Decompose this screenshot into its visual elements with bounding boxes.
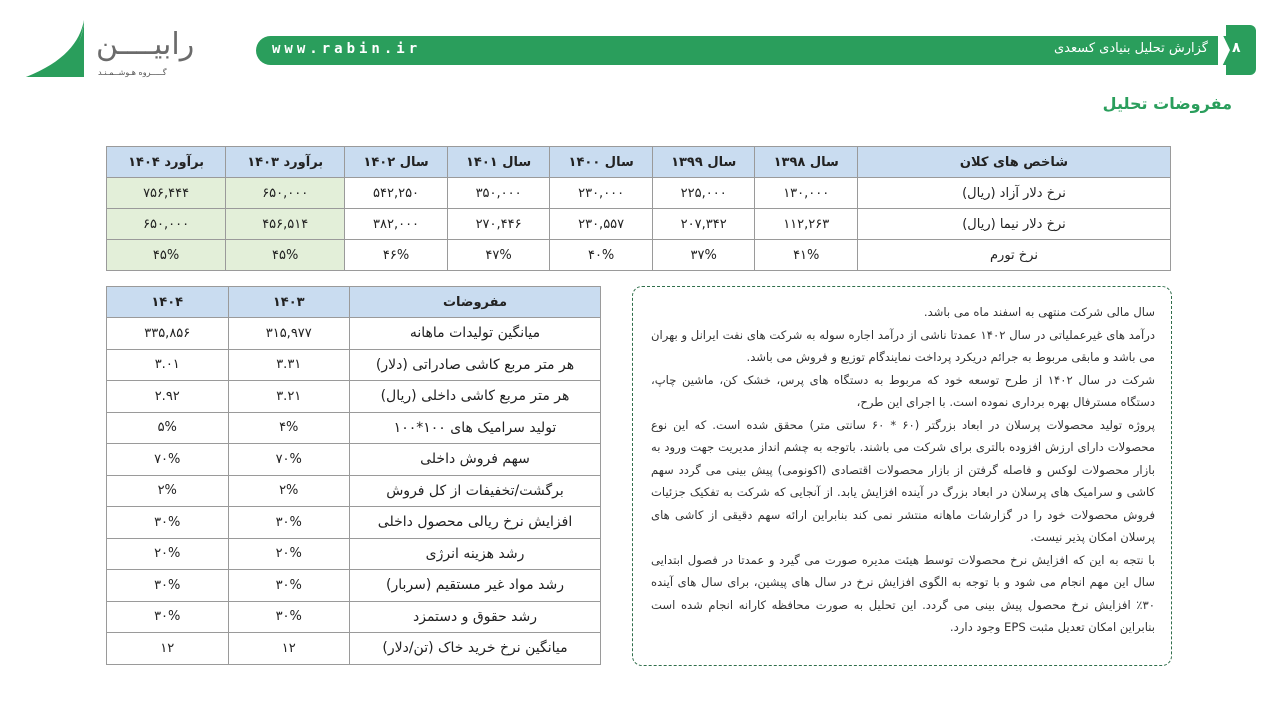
column-header: سال ۱۳۹۹ [652, 147, 755, 178]
column-header: برآورد ۱۴۰۳ [226, 147, 345, 178]
column-header: سال ۱۴۰۱ [447, 147, 550, 178]
table-row [107, 601, 601, 633]
table-cell: ۷۰% [228, 444, 350, 476]
column-header: ۱۴۰۴ [107, 287, 229, 318]
column-header: برآورد ۱۴۰۴ [107, 147, 226, 178]
table-cell: ۳۰% [107, 601, 229, 633]
table-cell: ۲۷۰,۴۴۶ [447, 209, 550, 240]
table-cell-estimate: ۷۵۶,۴۴۴ [107, 178, 226, 209]
table-cell-estimate: ۶۵۰,۰۰۰ [226, 178, 345, 209]
table-cell: ۱۱۲,۲۶۳ [755, 209, 858, 240]
table-row [107, 444, 601, 476]
table-cell: ۴۰% [550, 240, 653, 271]
table-row [107, 178, 1171, 209]
table-cell: ۳۰% [228, 601, 350, 633]
table-cell: ۴۷% [447, 240, 550, 271]
note-paragraph: با نتجه به این که افزایش نرخ محصولات توسط هیئت مدیره صورت می گیرد و عمدتا در فصول ابتدایی سال این مهم انجام می شود و با توجه به الگوی افزایش نرخ در سال های پیشین، برای سال های آینده ۳۰٪ افزایش نرخ محصول پیش بینی می گردد. این تحلیل به صورت محافظه کارانه انجام شده است بنابراین امکان تعدیل مثبت EPS وجود دارد. [651, 552, 1155, 634]
row-label: افزایش نرخ ریالی محصول داخلی [350, 507, 601, 539]
table-cell: ۲۳۰,۵۵۷ [550, 209, 653, 240]
table-row [107, 570, 601, 602]
macro-indicators-table [106, 146, 1171, 271]
table-row [107, 633, 601, 665]
row-label: برگشت/تخفیفات از کل فروش [350, 475, 601, 507]
note-paragraph: درآمد های غیرعملیاتی در سال ۱۴۰۲ عمدتا ناشی از درآمد اجاره سوله به شرکت های نفت ایرانل و بهران می باشد و مابقی مربوط به جرائم دریکرد پرداخت نمایندگام توزیع و فروش می باشد. [651, 327, 1155, 364]
table-cell: ۴۶% [345, 240, 448, 271]
table-cell: ۱۲ [228, 633, 350, 665]
website-url[interactable]: www.rabin.ir [272, 41, 422, 57]
table-cell: ۳۳۵,۸۵۶ [107, 318, 229, 350]
row-label: تولید سرامیک های ۱۰۰*۱۰۰ [350, 412, 601, 444]
table-cell: ۳۸۲,۰۰۰ [345, 209, 448, 240]
table-cell: ۲% [228, 475, 350, 507]
table-cell: ۳۱۵,۹۷۷ [228, 318, 350, 350]
table-cell: ۳.۲۱ [228, 381, 350, 413]
brand-tagline: گـــــروه هـوشــمـنـد [98, 68, 167, 77]
page-number-tab [1226, 25, 1256, 75]
note-paragraph: پروژه تولید محصولات پرسلان در ابعاد بزرگتر (۶۰ * ۶۰ سانتی متر) محقق شده است. که این نوع محصولات دارای ارزش افزوده بالتری برای شرکت می باشند. باتوجه به چشم انداز مدیریت جهت ورود به بازار محصولات لوکس و فاصله گرفتن از بازار محصولات اقتصادی (اکونومی) پیش بینی می گردد سهم کاشی و سرامیک های پرسلان در ابعاد بزرگ در آینده افزایش یابد. از آنجایی که شرکت به تفکیک جزئیات فروش محصولات خود را در گزارشات ماهانه منتشر نمی کند بنابراین ارائه سهم دقیقی از کاشی های پرسلان امکان پذیر نیست. [651, 417, 1156, 544]
table-cell: ۳۰% [107, 570, 229, 602]
table-row [107, 209, 1171, 240]
table-cell: ۲۰۷,۳۴۲ [652, 209, 755, 240]
table-cell: ۳۰% [228, 507, 350, 539]
table-cell: ۴% [228, 412, 350, 444]
table-cell: ۳.۳۱ [228, 349, 350, 381]
column-header: مفروضات [350, 287, 601, 318]
table-cell: ۲.۹۲ [107, 381, 229, 413]
table-row [107, 538, 601, 570]
table-cell-estimate: ۴۵% [107, 240, 226, 271]
table-cell: ۳۰% [107, 507, 229, 539]
column-header: سال ۱۳۹۸ [755, 147, 858, 178]
column-header: سال ۱۴۰۰ [550, 147, 653, 178]
row-label: نرخ دلار نیما (ریال) [858, 209, 1171, 240]
report-title: گزارش تحلیل بنیادی کسعدی [1053, 41, 1208, 56]
table-cell-estimate: ۶۵۰,۰۰۰ [107, 209, 226, 240]
table-cell: ۲۳۰,۰۰۰ [550, 178, 653, 209]
table-row [107, 412, 601, 444]
table-row [107, 318, 601, 350]
table-cell: ۵۴۲,۲۵۰ [345, 178, 448, 209]
table-cell: ۱۳۰,۰۰۰ [755, 178, 858, 209]
note-paragraph: سال مالی شرکت منتهی به اسفند ماه می باشد. [923, 305, 1155, 319]
page-number: ۸ [1232, 40, 1241, 56]
table-cell-estimate: ۴۵۶,۵۱۴ [226, 209, 345, 240]
row-label: هر متر مربع کاشی صادراتی (دلار) [350, 349, 601, 381]
column-header: ۱۴۰۳ [228, 287, 350, 318]
column-header: سال ۱۴۰۲ [345, 147, 448, 178]
table-cell: ۳.۰۱ [107, 349, 229, 381]
logo-leaf-icon [24, 18, 86, 80]
table-cell-estimate: ۴۵% [226, 240, 345, 271]
row-label: میانگین نرخ خرید خاک (تن/دلار) [350, 633, 601, 665]
table-row [107, 475, 601, 507]
table-cell: ۳۵۰,۰۰۰ [447, 178, 550, 209]
table-header-row [107, 287, 601, 318]
table-cell: ۲۰% [107, 538, 229, 570]
row-label: رشد هزینه انرژی [350, 538, 601, 570]
table-row [107, 507, 601, 539]
row-label: سهم فروش داخلی [350, 444, 601, 476]
note-paragraph: شرکت در سال ۱۴۰۲ از طرح توسعه خود که مربوط به دستگاه های پرس، خشک کن، ماشین چاپ، دستگاه مسترفال بهره برداری نموده است. با اجرای این طرح، [651, 372, 1155, 409]
table-row [107, 240, 1171, 271]
row-label: رشد مواد غیر مستقیم (سربار) [350, 570, 601, 602]
table-cell: ۲۰% [228, 538, 350, 570]
table-cell: ۳۷% [652, 240, 755, 271]
row-label: نرخ تورم [858, 240, 1171, 271]
table-row [107, 381, 601, 413]
table-cell: ۵% [107, 412, 229, 444]
row-label: هر متر مربع کاشی داخلی (ریال) [350, 381, 601, 413]
column-header: شاخص های کلان [858, 147, 1171, 178]
table-cell: ۴۱% [755, 240, 858, 271]
table-cell: ۲۲۵,۰۰۰ [652, 178, 755, 209]
table-header-row [107, 147, 1171, 178]
brand-name: رابیــــن [96, 27, 195, 62]
row-label: میانگین تولیدات ماهانه [350, 318, 601, 350]
table-row [107, 349, 601, 381]
table-cell: ۷۰% [107, 444, 229, 476]
assumptions-table [106, 286, 601, 665]
analysis-notes-box [632, 286, 1172, 666]
row-label: رشد حقوق و دستمزد [350, 601, 601, 633]
section-title: مفروضات تحلیل [1102, 94, 1232, 113]
table-cell: ۳۰% [228, 570, 350, 602]
table-cell: ۲% [107, 475, 229, 507]
table-cell: ۱۲ [107, 633, 229, 665]
row-label: نرخ دلار آزاد (ریال) [858, 178, 1171, 209]
